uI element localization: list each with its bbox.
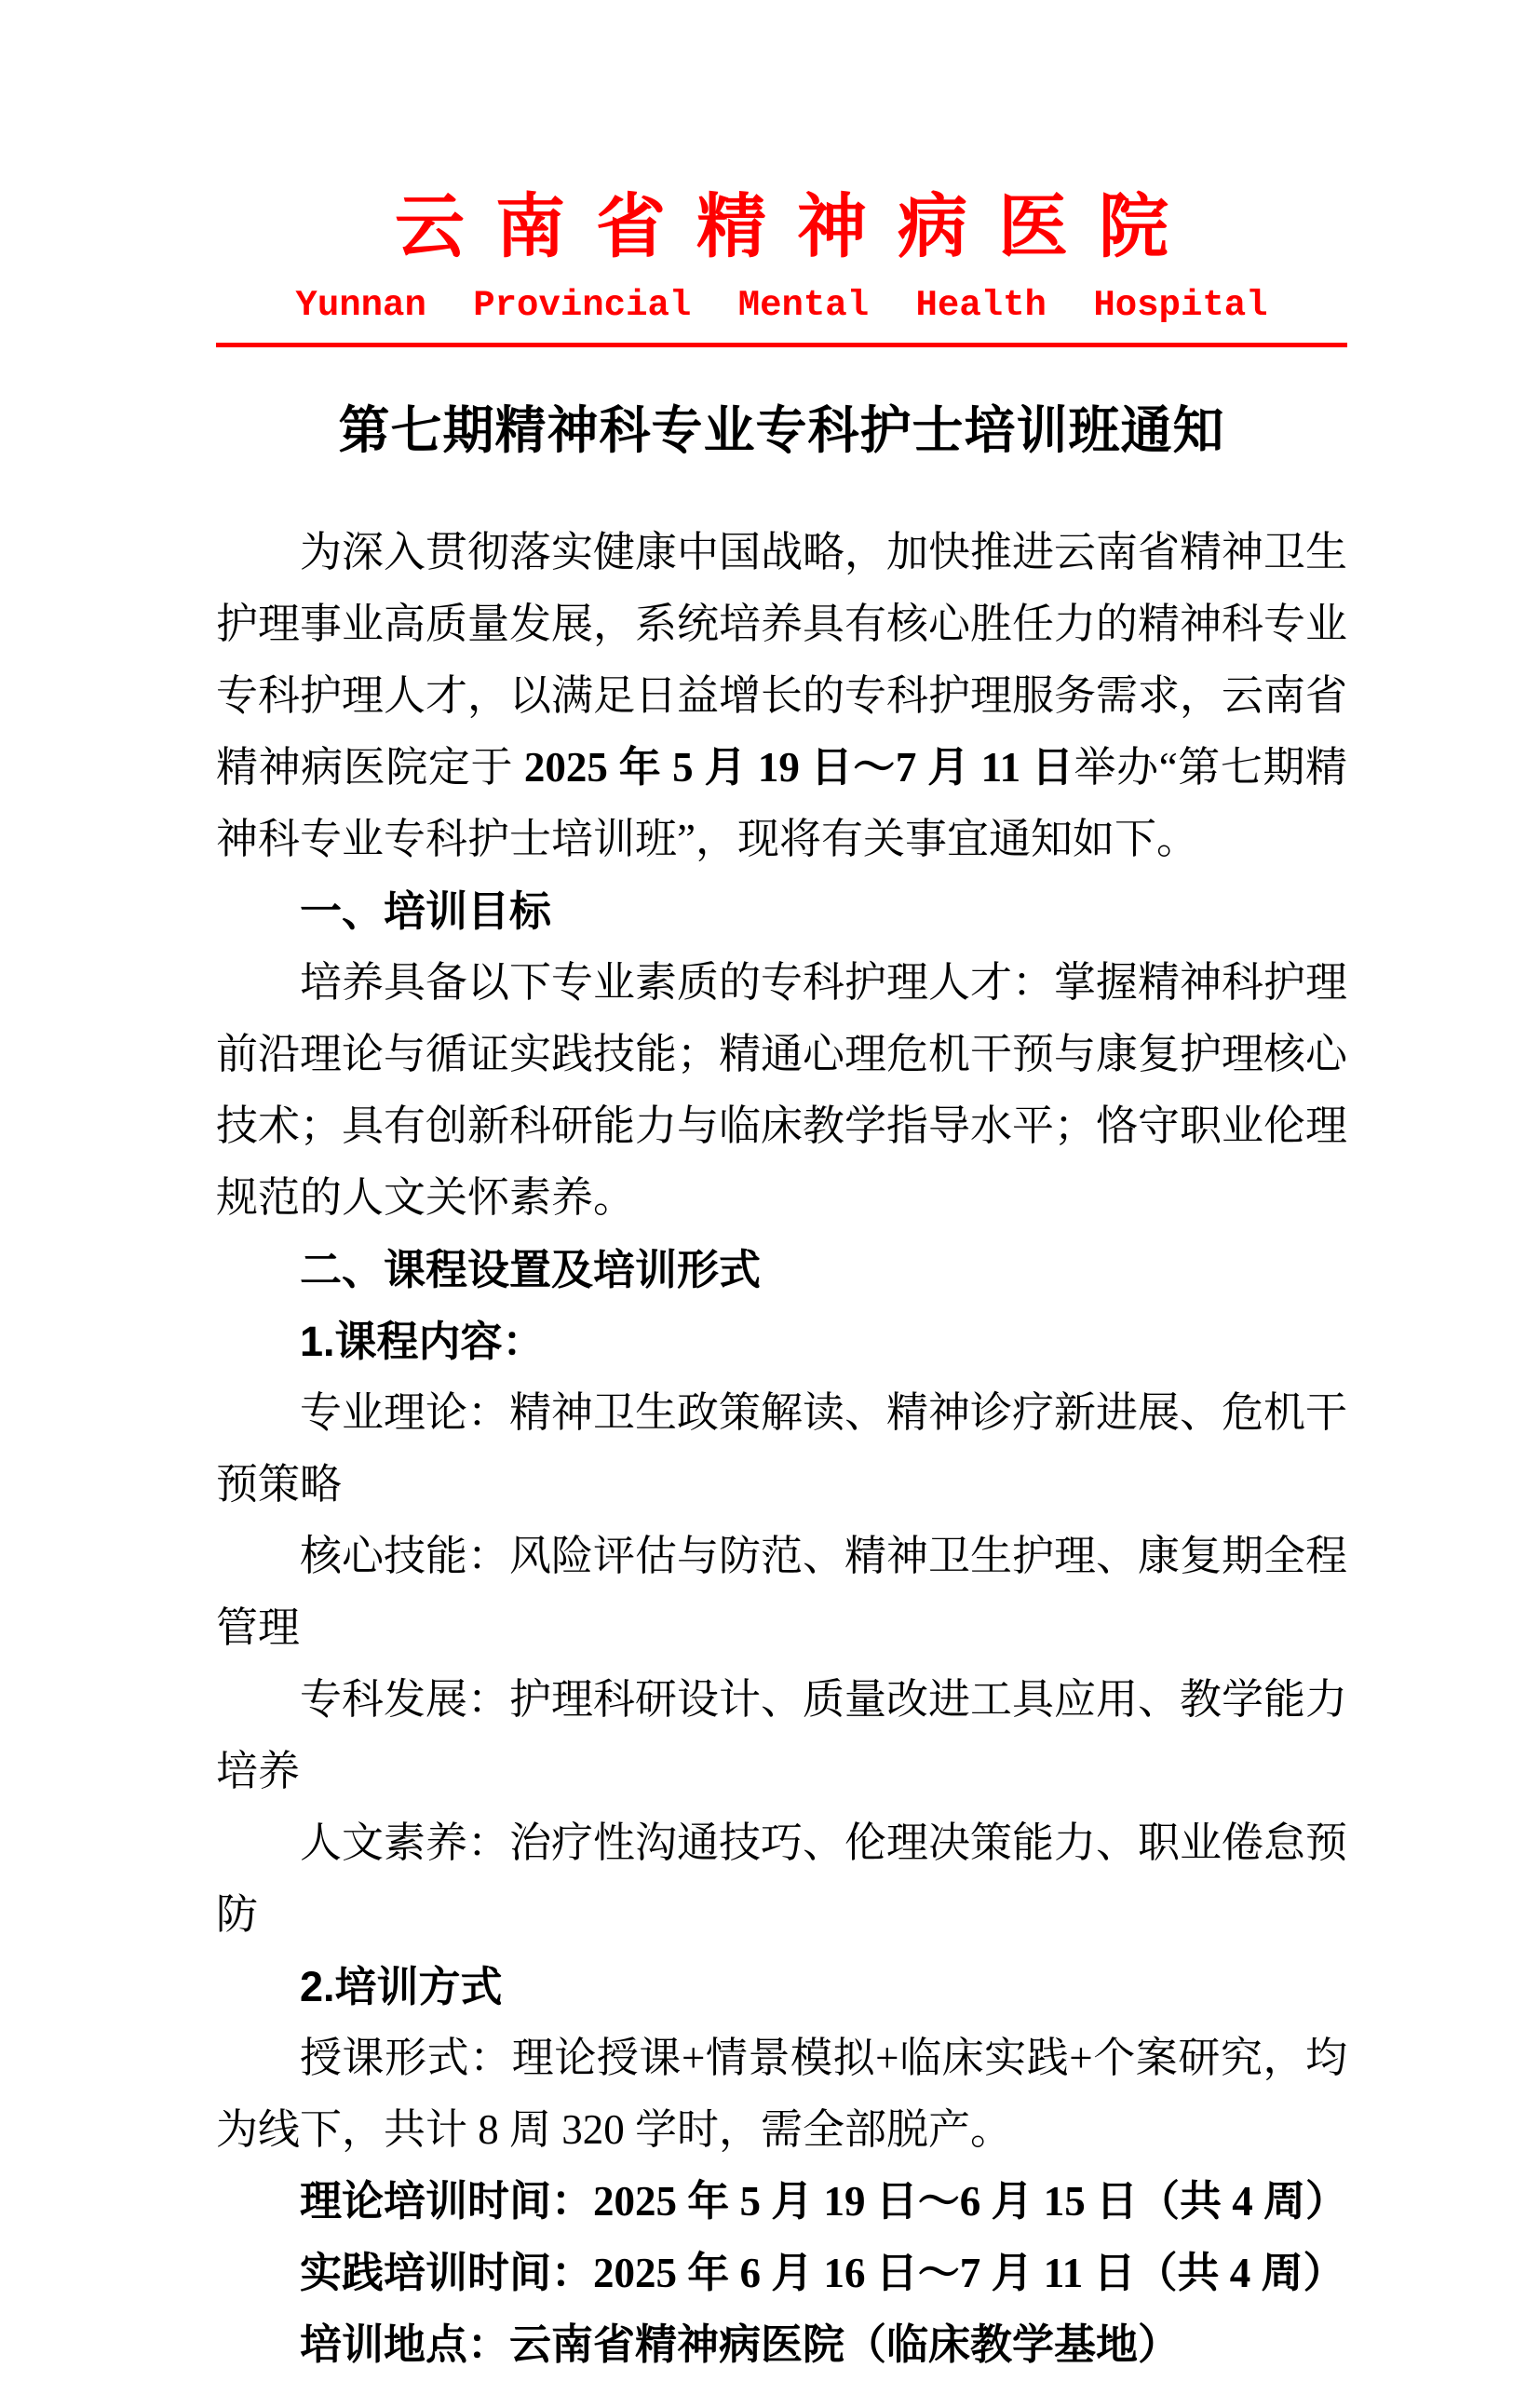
intro-text-1: 为深入贯彻落实健康中国战略，加快推进云南省精神卫生护理事业高质量发展，系统培养具有核心胜任力的精神科专业专科护理人才，以满足日益增长的专科护理服务需求，云南省精神病医院定于: [216, 529, 1348, 791]
hospital-name-english: Yunnan Provincial Mental Health Hospital: [295, 285, 1268, 326]
course-line-theory: 专业理论：精神卫生政策解读、精神诊疗新进展、危机干预策略: [216, 1389, 1348, 1508]
course-line-skills: 核心技能：风险评估与防范、精神卫生护理、康复期全程管理: [216, 1533, 1348, 1651]
schedule-line-location: 培训地点：云南省精神病医院（临床教学基地）: [300, 2321, 1181, 2368]
letterhead-divider: [216, 343, 1347, 347]
hospital-name-chinese: 云南省精神病医院: [394, 189, 1199, 266]
intro-paragraph: [216, 517, 1347, 875]
course-line-development: 专科发展：护理科研设计、质量改进工具应用、教学能力培养: [216, 1676, 1348, 1794]
section-heading-curriculum: 二、课程设置及培训形式: [300, 1246, 762, 1293]
section-heading-goals: 一、培训目标: [300, 887, 552, 935]
letterhead: [216, 0, 1347, 347]
notice-title: 第七期精神科专业专科护士培训班通知: [338, 402, 1225, 459]
goals-paragraph: 培养具备以下专业素质的专科护理人才：掌握精神科护理前沿理论与循证实践技能；精通心理危机干预与康复护理核心技术；具有创新科研能力与临床教学指导水平；恪守职业伦理规范的人文关怀素养。: [216, 959, 1348, 1221]
schedule-line-theory-time: 理论培训时间：2025 年 5 月 19 日～6 月 15 日（共 4 周）: [300, 2178, 1348, 2225]
notice-body: [216, 517, 1347, 2381]
course-line-humanities: 人文素养：治疗性沟通技巧、伦理决策能力、职业倦怠预防: [216, 1820, 1348, 1938]
intro-date-range: 2025 年 5 月 19 日～7 月 11 日: [523, 744, 1074, 791]
intro-text-2: 举办“第七期精神科专业专科护士培训班”，现将有关事宜通知如下。: [216, 744, 1347, 862]
method-paragraph: 授课形式：理论授课+情景模拟+临床实践+个案研究，均为线下，共计 8 周 320 学时，需全部脱产。: [216, 2035, 1347, 2153]
subsection-heading-training-method: 2.培训方式: [300, 1963, 503, 2010]
page-content: [216, 0, 1347, 2381]
schedule-line-practice-time: 实践培训时间：2025 年 6 月 16 日～7 月 11 日（共 4 周）: [300, 2250, 1345, 2296]
subsection-heading-course-content: 1.课程内容：: [300, 1318, 545, 1365]
